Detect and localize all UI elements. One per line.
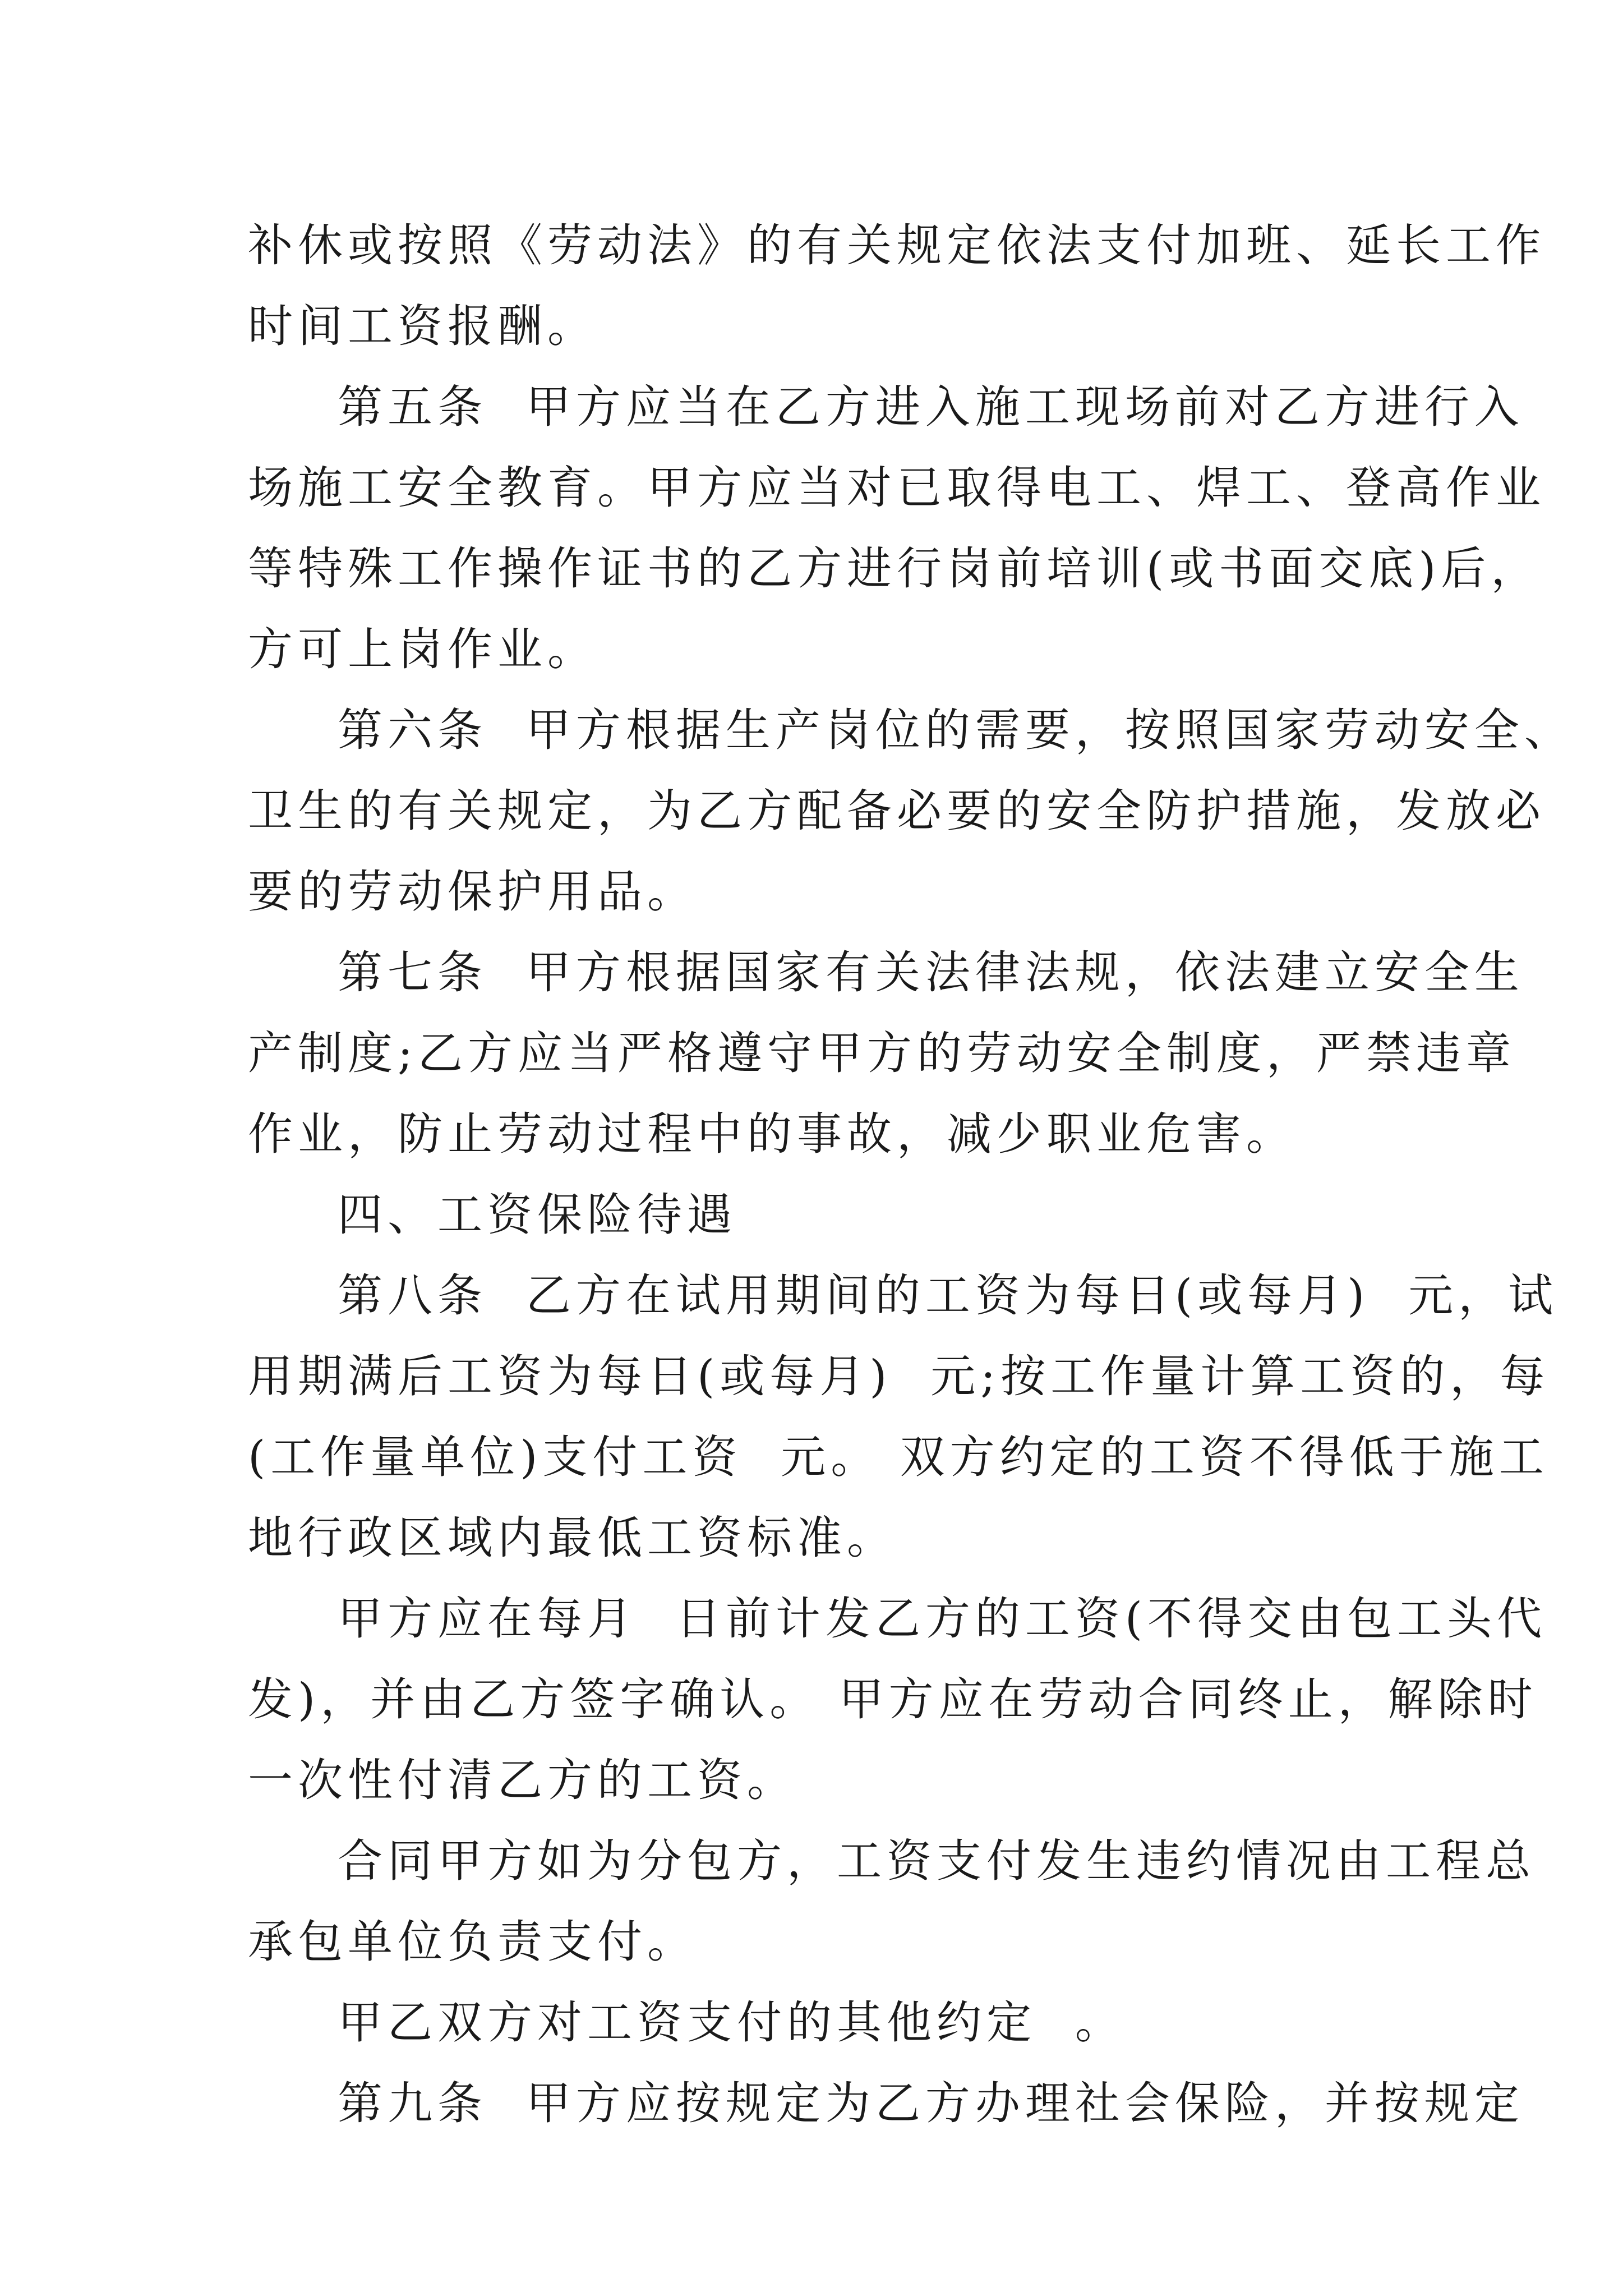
paragraph-article-6 <box>248 690 1574 932</box>
text-line: 卫生的有关规定，为乙方配备必要的安全防护措施，发放必 <box>248 785 1546 837</box>
text-line: 第七条 甲方根据国家有关法律法规，依法建立安全生 <box>338 946 1524 999</box>
text-line: 甲方应在每月 日前计发乙方的工资(不得交由包工头代 <box>338 1593 1547 1645</box>
text-line: 要的劳动保护用品。 <box>248 866 697 918</box>
text-line: 承包单位负责支付。 <box>248 1916 697 1968</box>
paragraph-article-5 <box>248 367 1546 690</box>
paragraph-overtime-pay <box>248 205 1546 367</box>
paragraph-article-8 <box>248 1255 1559 1579</box>
text-line: 合同甲方如为分包方，工资支付发生违约情况由工程总 <box>338 1835 1536 1887</box>
document-body <box>248 205 1574 2144</box>
text-line: 第五条 甲方应当在乙方进入施工现场前对乙方进行入 <box>338 381 1524 433</box>
paragraph-article-7 <box>248 932 1524 1175</box>
text-line: 甲乙双方对工资支付的其他约定 。 <box>338 1996 1125 2049</box>
text-line: 第九条 甲方应按规定为乙方办理社会保险，并按规定 <box>338 2077 1524 2129</box>
text-line: 产制度;乙方应当严格遵守甲方的劳动安全制度，严禁违章 <box>248 1027 1516 1079</box>
text-line: 发)，并由乙方签字确认。 甲方应在劳动合同终止，解除时 <box>248 1673 1538 1726</box>
text-line: 作业，防止劳动过程中的事故，减少职业危害。 <box>248 1108 1296 1160</box>
paragraph-other-agreements <box>248 1982 1403 2063</box>
text-line: 场施工安全教育。甲方应当对已取得电工、焊工、登高作业 <box>248 462 1546 514</box>
text-line: 补休或按照《劳动法》的有关规定依法支付加班、延长工作 <box>248 219 1546 272</box>
text-line: 时间工资报酬。 <box>248 300 597 352</box>
text-line: 一次性付清乙方的工资。 <box>248 1754 797 1806</box>
paragraph-wage-payment-date <box>248 1579 1547 1821</box>
text-line: 第六条 甲方根据生产岗位的需要，按照国家劳动安全、 <box>338 704 1574 756</box>
text-line: 用期满后工资为每日(或每月) 元;按工作量计算工资的，每 <box>248 1350 1550 1402</box>
text-line: (工作量单位)支付工资 元。 双方约定的工资不得低于施工 <box>248 1431 1549 1483</box>
paragraph-subcontractor <box>248 1821 1536 1982</box>
text-line: 方可上岗作业。 <box>248 623 597 675</box>
text-line: 第八条 乙方在试用期间的工资为每日(或每月) 元，试 <box>338 1269 1559 1322</box>
section-heading-wages-insurance <box>248 1175 1403 1255</box>
paragraph-article-9 <box>248 2063 1524 2144</box>
section-heading: 四、工资保险待遇 <box>338 1189 737 1241</box>
text-line: 地行政区域内最低工资标准。 <box>248 1512 897 1564</box>
text-line: 等特殊工作操作证书的乙方进行岗前培训(或书面交底)后， <box>248 542 1541 595</box>
